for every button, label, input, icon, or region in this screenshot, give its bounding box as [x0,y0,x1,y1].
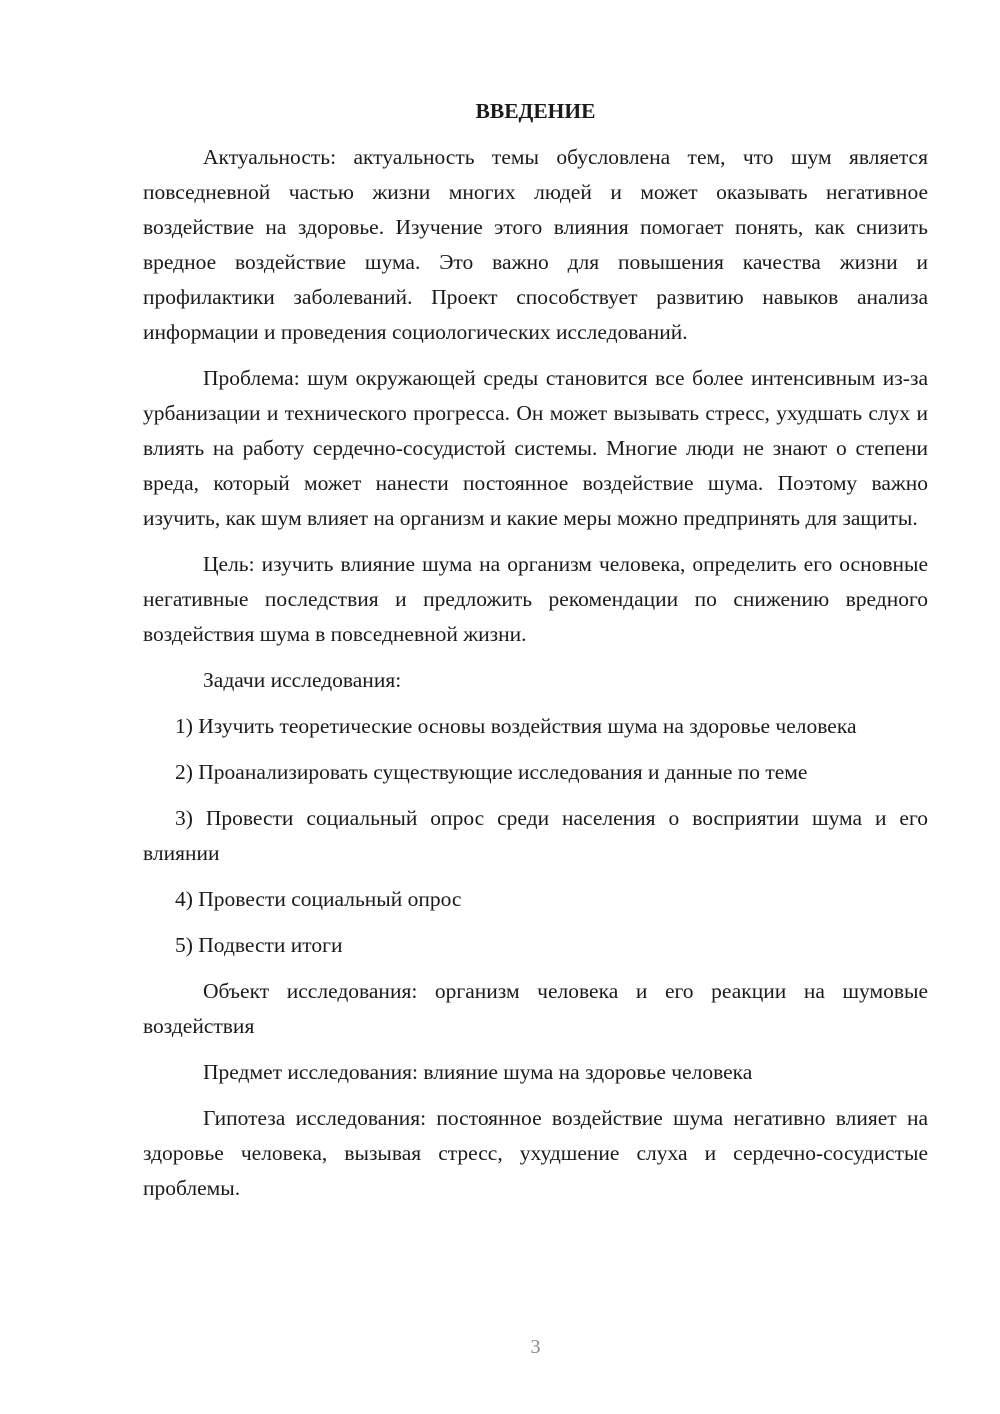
paragraph-problem: Проблема: шум окружающей среды становится все более интенсивным из-за урбанизации и технического прогресса. Он может вызывать стресс, ухудшать слух и влиять на работу сердечно-сосудистой системы. Многие люди не знают о степени вреда, который может нанести постоянное воздействие шума. Поэтому важно изучить, как шум влияет на организм и какие меры можно предпринять для защиты. [143,366,928,530]
task-item-4: 4) Провести социальный опрос [175,887,462,911]
paragraph-subject: Предмет исследования: влияние шума на здоровье человека [203,1060,753,1084]
task-item-5: 5) Подвести итоги [175,933,343,957]
task-item-3: 3) Провести социальный опрос среди населения о восприятии шума и его влиянии [143,806,928,865]
paragraph-relevance: Актуальность: актуальность темы обусловлена тем, что шум является повседневной частью жизни многих людей и может оказывать негативное воздействие на здоровье. Изучение этого влияния помогает понять, как снизить вредное воздействие шума. Это важно для повышения качества жизни и профилактики заболеваний. Проект способствует развитию навыков анализа информации и проведения социологических исследований. [143,145,928,344]
paragraph-object: Объект исследования: организм человека и его реакции на шумовые воздействия [143,979,928,1038]
paragraph-goal: Цель: изучить влияние шума на организм человека, определить его основные негативные последствия и предложить рекомендации по снижению вредного воздействия шума в повседневной жизни. [143,552,928,646]
task-item-2: 2) Проанализировать существующие исследования и данные по теме [175,760,808,784]
tasks-heading: Задачи исследования: [203,668,402,692]
task-item-1: 1) Изучить теоретические основы воздействия шума на здоровье человека [175,714,857,738]
page-content [143,94,928,1217]
paragraph-hypothesis: Гипотеза исследования: постоянное воздействие шума негативно влияет на здоровье человека, вызывая стресс, ухудшение слуха и сердечно-сосудистые проблемы. [143,1106,928,1200]
page-number: 3 [530,1336,541,1358]
page-title: ВВЕДЕНИЕ [475,99,596,123]
